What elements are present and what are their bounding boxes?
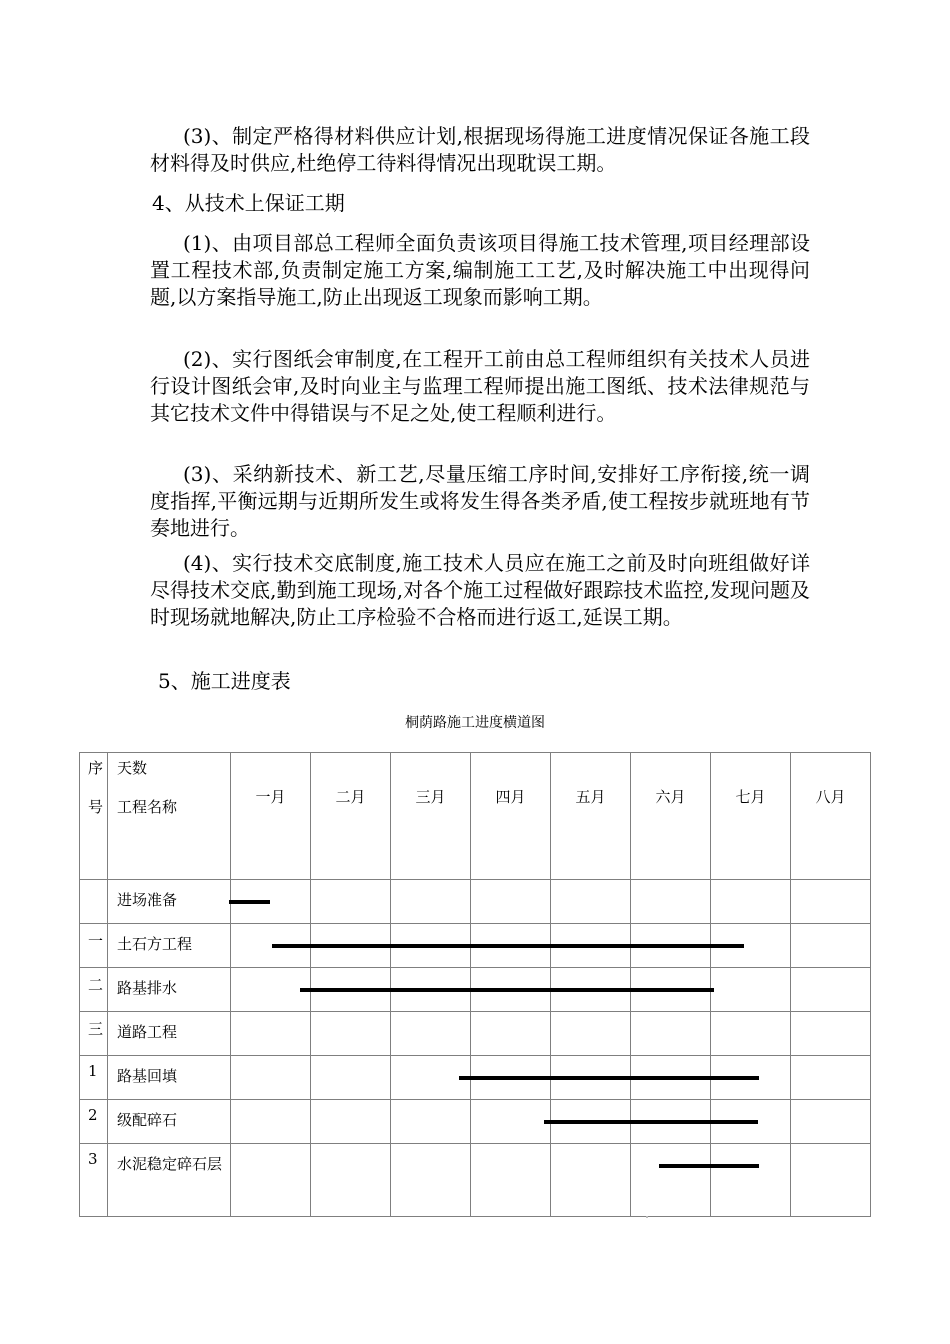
seq-header-bottom: 号 — [88, 798, 104, 816]
task-name: 路基排水 — [117, 979, 178, 997]
task-row-earthwork — [80, 924, 871, 968]
task-name-cell — [108, 1012, 231, 1056]
task-row-subgrade-backfill — [80, 1056, 871, 1100]
gantt-chart-title: 桐荫路施工进度横道图 — [405, 715, 545, 731]
task-seq-cell — [80, 1144, 108, 1217]
task-seq-cell — [80, 968, 108, 1012]
task-seq-cell — [80, 924, 108, 968]
task-name-cell — [108, 1056, 231, 1100]
task-seq-cell — [80, 1056, 108, 1100]
month-header-7: 七月 — [711, 753, 791, 880]
month-header-3: 三月 — [391, 753, 471, 880]
section-heading-4: 4、从技术上保证工期 — [152, 191, 345, 215]
task-name-cell — [108, 968, 231, 1012]
gantt-table — [79, 752, 871, 1217]
page-mark — [646, 1216, 648, 1218]
name-header-cell — [108, 753, 231, 880]
seq-header-cell — [80, 753, 108, 880]
task-seq: 一 — [88, 932, 104, 950]
task-name-cell — [108, 924, 231, 968]
days-header-label: 天数 — [117, 759, 148, 777]
task-row-cement-stabilized-gravel — [80, 1144, 871, 1217]
month-header-8: 八月 — [791, 753, 871, 880]
section-heading-5: 5、施工进度表 — [158, 669, 291, 693]
task-name-cell — [108, 880, 231, 924]
paragraph-technical-briefing: (4)、实行技术交底制度,施工技术人员应在施工之前及时向班组做好详尽得技术交底,勤到施工现场,对各个施工过程做好跟踪技术监控,发现问题及时现场就地解决,防止工序检验不合格而进行返工,延误工期。 — [150, 551, 810, 629]
task-seq: 二 — [88, 976, 104, 994]
month-header-4: 四月 — [471, 753, 551, 880]
task-seq-cell — [80, 880, 108, 924]
paragraph-drawing-review: (2)、实行图纸会审制度,在工程开工前由总工程师组织有关技术人员进行设计图纸会审,及时向业主与监理工程师提出施工图纸、技术法律规范与其它技术文件中得错误与不足之处,使工程顺利进行。 — [150, 347, 810, 425]
task-row-site-preparation — [80, 880, 871, 924]
month-header-2: 二月 — [311, 753, 391, 880]
paragraph-new-technology: (3)、采纳新技术、新工艺,尽量压缩工序时间,安排好工序衔接,统一调度指挥,平衡远期与近期所发生或将发生得各类矛盾,使工程按步就班地有节奏地进行。 — [150, 462, 810, 540]
month-header-1: 一月 — [231, 753, 311, 880]
project-name-header-label: 工程名称 — [117, 798, 178, 816]
paragraph-material-supply: (3)、制定严格得材料供应计划,根据现场得施工进度情况保证各施工段材料得及时供应,杜绝停工待料得情况出现耽误工期。 — [150, 124, 810, 175]
task-row-graded-gravel — [80, 1100, 871, 1144]
task-name: 路基回填 — [117, 1067, 178, 1085]
task-name: 水泥稳定碎石层 — [117, 1155, 223, 1173]
task-seq: 三 — [88, 1020, 104, 1038]
task-row-road-works — [80, 1012, 871, 1056]
task-name: 进场准备 — [117, 891, 178, 909]
task-seq-cell — [80, 1012, 108, 1056]
task-seq: 1 — [88, 1062, 98, 1080]
task-seq: 3 — [88, 1150, 98, 1168]
task-name-cell — [108, 1100, 231, 1144]
task-seq — [80, 880, 107, 886]
seq-header-top: 序 — [88, 759, 104, 777]
task-name-cell — [108, 1144, 231, 1217]
task-name: 土石方工程 — [117, 935, 193, 953]
task-seq: 2 — [88, 1106, 98, 1124]
task-name: 道路工程 — [117, 1023, 178, 1041]
task-seq-cell — [80, 1100, 108, 1144]
month-header-5: 五月 — [551, 753, 631, 880]
task-name: 级配碎石 — [117, 1111, 178, 1129]
month-header-6: 六月 — [631, 753, 711, 880]
task-row-subgrade-drainage — [80, 968, 871, 1012]
paragraph-chief-engineer: (1)、由项目部总工程师全面负责该项目得施工技术管理,项目经理部设置工程技术部,负责制定施工方案,编制施工工艺,及时解决施工中出现得问题,以方案指导施工,防止出现返工现象而影响工期。 — [150, 231, 810, 309]
gantt-header-row — [80, 753, 871, 880]
